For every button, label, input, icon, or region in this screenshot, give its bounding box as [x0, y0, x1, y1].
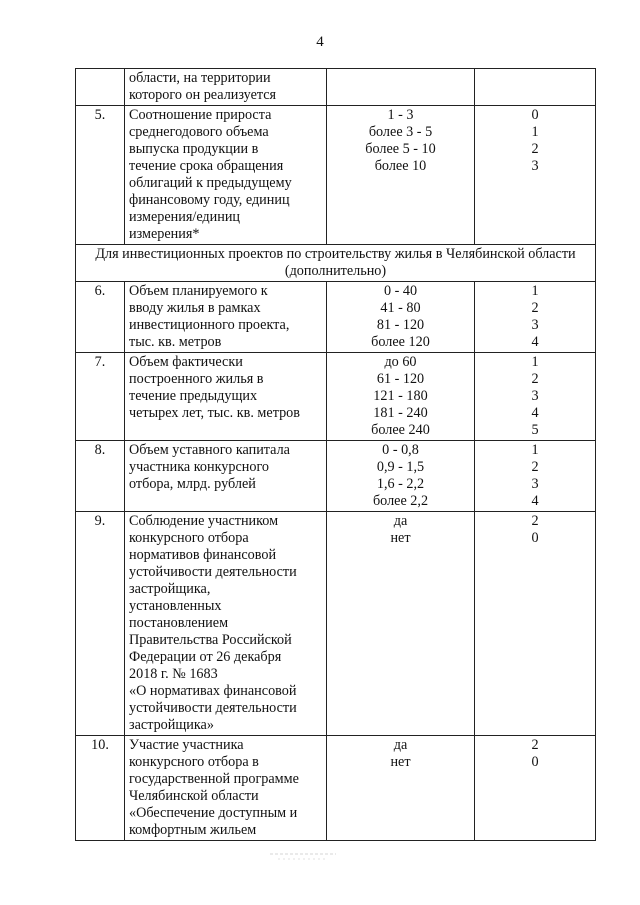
criterion-cell: [125, 441, 327, 512]
value-range: более 3 - 5: [368, 124, 433, 140]
score-value: 1: [531, 442, 539, 458]
criterion-cell: [125, 736, 327, 841]
value-range: 181 - 240: [373, 405, 428, 421]
value-range: 0 - 40: [383, 283, 418, 299]
criterion-cell: [125, 512, 327, 736]
criterion-line: устойчивости деятельности: [129, 700, 297, 716]
criterion-line: застройщика,: [129, 581, 211, 597]
section-heading: Для инвестиционных проектов по строительству жилья в Челябинской области (дополнительно): [76, 245, 596, 282]
criterion-line: Участие участника: [129, 737, 244, 753]
criterion-line: построенного жилья в: [129, 371, 264, 387]
criterion-line: конкурсного отбора: [129, 530, 249, 546]
value-range: 121 - 180: [373, 388, 428, 404]
score-value: 3: [531, 158, 539, 174]
row-number: 9.: [76, 512, 125, 736]
value-option: да: [393, 737, 408, 753]
criterion-line: Соблюдение участником: [129, 513, 279, 529]
criterion-cell: [125, 353, 327, 441]
value-range: более 5 - 10: [365, 141, 436, 157]
criterion-line: вводу жилья в рамках: [129, 300, 261, 316]
score-value: 2: [531, 300, 539, 316]
criterion-cell: [125, 69, 327, 106]
criterion-line: течение срока обращения: [129, 158, 284, 174]
criterion-line: Объем планируемого к: [129, 283, 268, 299]
criterion-line: «Обеспечение доступным и: [129, 805, 298, 821]
value-range: более 2,2: [372, 493, 429, 509]
criterion-line: четырех лет, тыс. кв. метров: [129, 405, 300, 421]
criterion-line: Объем фактически: [129, 354, 243, 370]
row-number: 7.: [76, 353, 125, 441]
values-cell: [327, 106, 475, 245]
value-range: 1,6 - 2,2: [376, 476, 425, 492]
criterion-cell: [125, 106, 327, 245]
criterion-line: тыс. кв. метров: [129, 334, 222, 350]
table-row: [76, 441, 596, 512]
score-value: 4: [531, 334, 539, 350]
criterion-line: «О нормативах финансовой: [129, 683, 297, 699]
row-number: 5.: [76, 106, 125, 245]
value-range: 0,9 - 1,5: [376, 459, 425, 475]
criterion-line: 2018 г. № 1683: [129, 666, 218, 682]
criterion-line: комфортным жильем: [129, 822, 257, 838]
criterion-line: Объем уставного капитала: [129, 442, 290, 458]
points-cell: [475, 736, 596, 841]
score-value: 0: [531, 530, 539, 546]
score-value: 1: [531, 354, 539, 370]
score-value: 1: [531, 283, 539, 299]
criterion-line: измерения*: [129, 226, 200, 242]
values-cell: [327, 353, 475, 441]
score-value: 2: [531, 737, 539, 753]
value-range: более 120: [371, 334, 430, 350]
criterion-cell: [125, 282, 327, 353]
table-row: [76, 736, 596, 841]
criterion-line: Федерации от 26 декабря: [129, 649, 282, 665]
table-row: [76, 353, 596, 441]
score-value: 2: [531, 513, 539, 529]
criterion-line: выпуска продукции в: [129, 141, 259, 157]
criterion-line: застройщика»: [129, 717, 214, 733]
criterion-line: постановлением: [129, 615, 229, 631]
values-cell: [327, 69, 475, 106]
score-value: 2: [531, 371, 539, 387]
score-value: 4: [531, 493, 539, 509]
row-number: 6.: [76, 282, 125, 353]
criterion-line: инвестиционного проекта,: [129, 317, 290, 333]
criterion-line: участника конкурсного: [129, 459, 270, 475]
criterion-line: отбора, млрд. рублей: [129, 476, 256, 492]
criterion-line: измерения/единиц: [129, 209, 241, 225]
criteria-table: [75, 68, 596, 841]
row-number: [76, 69, 125, 106]
table-row: [76, 512, 596, 736]
table-row: [76, 282, 596, 353]
value-range: 81 - 120: [376, 317, 425, 333]
values-cell: [327, 736, 475, 841]
score-value: 4: [531, 405, 539, 421]
value-range: более 240: [371, 422, 430, 438]
score-value: 2: [531, 459, 539, 475]
faint-stamp-mark: [268, 846, 338, 862]
score-value: 1: [531, 124, 539, 140]
score-value: 3: [531, 388, 539, 404]
points-cell: [475, 512, 596, 736]
score-value: 3: [531, 317, 539, 333]
value-option: нет: [390, 754, 411, 770]
values-cell: [327, 512, 475, 736]
criterion-line: государственной программе: [129, 771, 299, 787]
table-row: [76, 106, 596, 245]
value-range: 41 - 80: [380, 300, 421, 316]
points-cell: [475, 69, 596, 106]
page-number: 4: [316, 34, 324, 50]
criterion-line: облигаций к предыдущему: [129, 175, 292, 191]
row-number: 10.: [76, 736, 125, 841]
points-cell: [475, 106, 596, 245]
criterion-line: которого он реализуется: [129, 87, 277, 103]
points-cell: [475, 282, 596, 353]
score-value: 5: [531, 422, 539, 438]
criterion-line: финансовому году, единиц: [129, 192, 290, 208]
value-range: 61 - 120: [376, 371, 425, 387]
criterion-line: устойчивости деятельности: [129, 564, 297, 580]
criterion-line: Соотношение прироста: [129, 107, 272, 123]
criterion-line: конкурсного отбора в: [129, 754, 259, 770]
score-value: 0: [531, 754, 539, 770]
score-value: 2: [531, 141, 539, 157]
criterion-line: Челябинской области: [129, 788, 259, 804]
value-range: более 10: [374, 158, 427, 174]
points-cell: [475, 441, 596, 512]
stamp-icon: [268, 846, 338, 862]
criterion-line: Правительства Российской: [129, 632, 292, 648]
criterion-line: установленных: [129, 598, 222, 614]
score-value: 0: [531, 107, 539, 123]
score-value: 3: [531, 476, 539, 492]
criterion-line: нормативов финансовой: [129, 547, 277, 563]
value-option: да: [393, 513, 408, 529]
value-range: 0 - 0,8: [382, 442, 419, 458]
values-cell: [327, 282, 475, 353]
criterion-line: области, на территории: [129, 70, 271, 86]
section-row: [76, 245, 596, 282]
table-row: [76, 69, 596, 106]
criterion-line: течение предыдущих: [129, 388, 258, 404]
values-cell: [327, 441, 475, 512]
points-cell: [475, 353, 596, 441]
criterion-line: среднегодового объема: [129, 124, 269, 140]
value-range: до 60: [384, 354, 417, 370]
row-number: 8.: [76, 441, 125, 512]
value-range: 1 - 3: [387, 107, 414, 123]
value-option: нет: [390, 530, 411, 546]
